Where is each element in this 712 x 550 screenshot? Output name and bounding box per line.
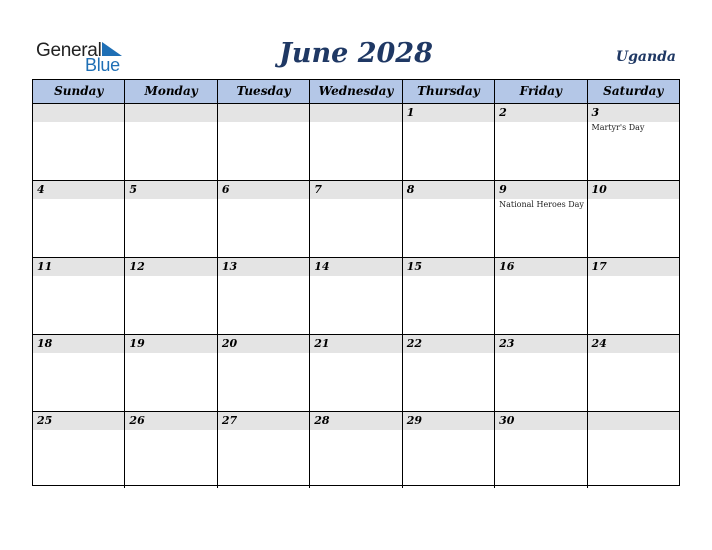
day-cell[interactable] (310, 258, 402, 334)
day-cell[interactable] (495, 258, 587, 334)
day-number: 18 (37, 337, 53, 350)
day-cell[interactable] (218, 181, 310, 257)
day-number-strip (33, 181, 124, 199)
country-label: Uganda (615, 49, 676, 65)
weekday-wednesday: Wednesday (310, 80, 402, 103)
day-number-strip (218, 104, 309, 122)
week-row (33, 181, 679, 258)
day-number: 9 (499, 183, 507, 196)
weekday-tuesday: Tuesday (218, 80, 310, 103)
day-number: 20 (221, 337, 238, 350)
week-row (33, 412, 679, 488)
day-number: 8 (406, 183, 415, 196)
day-number: 30 (499, 414, 515, 427)
day-number: 5 (129, 183, 138, 196)
weekday-sunday: Sunday (33, 80, 125, 103)
day-number-strip (588, 104, 679, 122)
day-number: 13 (221, 260, 238, 273)
day-cell[interactable] (310, 335, 402, 411)
day-number: 21 (314, 337, 330, 350)
day-cell[interactable] (125, 335, 217, 411)
day-number: 7 (314, 183, 322, 196)
day-cell[interactable] (218, 104, 310, 180)
day-cell[interactable] (495, 104, 587, 180)
day-cell[interactable] (588, 412, 679, 488)
week-row (33, 335, 679, 412)
day-number: 2 (499, 106, 507, 119)
day-number-strip (310, 104, 401, 122)
day-cell[interactable] (403, 335, 495, 411)
day-number-strip (125, 104, 216, 122)
day-cell[interactable] (33, 258, 125, 334)
weekday-saturday: Saturday (603, 84, 664, 98)
day-number: 29 (406, 414, 422, 427)
day-cell[interactable] (588, 258, 679, 334)
day-number: 12 (129, 260, 145, 273)
day-cell[interactable] (310, 104, 402, 180)
day-cell[interactable] (403, 104, 495, 180)
day-cell[interactable] (588, 104, 679, 180)
logo-text-general: General (36, 40, 102, 61)
day-cell[interactable] (33, 335, 125, 411)
day-number: 1 (406, 106, 415, 119)
day-number: 4 (37, 183, 45, 196)
day-number-strip (588, 412, 679, 430)
day-number: 22 (406, 337, 422, 350)
logo-text-blue: Blue (85, 55, 120, 75)
holiday-label: National Heroes Day (499, 200, 584, 209)
holiday-label: Martyr's Day (591, 123, 645, 132)
day-number-strip (125, 181, 216, 199)
day-number: 15 (406, 260, 422, 273)
day-cell[interactable] (495, 181, 587, 257)
week-row (33, 104, 679, 181)
day-cell[interactable] (310, 181, 402, 257)
weekday-monday: Monday (125, 80, 217, 103)
day-number-strip (403, 104, 494, 122)
day-number: 17 (591, 260, 607, 273)
day-number: 26 (129, 414, 145, 427)
day-number: 6 (221, 183, 230, 196)
day-number: 10 (591, 183, 607, 196)
day-cell[interactable] (403, 258, 495, 334)
day-number: 24 (591, 337, 607, 350)
day-cell[interactable] (403, 181, 495, 257)
day-cell[interactable] (125, 258, 217, 334)
weekday-thursday: Thursday (403, 80, 495, 103)
day-number: 28 (314, 414, 330, 427)
week-row (33, 258, 679, 335)
day-number: 16 (499, 260, 515, 273)
day-number-strip (403, 181, 494, 199)
day-cell[interactable] (495, 335, 587, 411)
day-cell[interactable] (125, 181, 217, 257)
day-number-strip (495, 181, 586, 199)
day-cell[interactable] (125, 412, 217, 488)
day-number: 19 (129, 337, 145, 350)
day-cell[interactable] (495, 412, 587, 488)
day-cell[interactable] (588, 181, 679, 257)
day-number-strip (495, 104, 586, 122)
day-number: 11 (37, 260, 53, 273)
day-number-strip (218, 181, 309, 199)
day-cell[interactable] (218, 412, 310, 488)
day-cell[interactable] (33, 412, 125, 488)
day-cell[interactable] (33, 104, 125, 180)
day-number-strip (310, 181, 401, 199)
weekday-header-row (33, 80, 679, 104)
weekday-friday: Friday (495, 80, 587, 103)
day-cell[interactable] (218, 335, 310, 411)
day-cell[interactable] (588, 335, 679, 411)
day-cell[interactable] (403, 412, 495, 488)
day-number: 3 (591, 106, 600, 119)
day-cell[interactable] (125, 104, 217, 180)
calendar-title: June 2028 (279, 38, 433, 69)
day-number: 23 (499, 337, 515, 350)
day-number: 25 (37, 414, 53, 427)
day-number: 14 (314, 260, 330, 273)
day-number-strip (33, 104, 124, 122)
day-cell[interactable] (33, 181, 125, 257)
calendar-grid (32, 79, 680, 486)
day-cell[interactable] (218, 258, 310, 334)
day-cell[interactable] (310, 412, 402, 488)
day-number: 27 (221, 414, 238, 427)
